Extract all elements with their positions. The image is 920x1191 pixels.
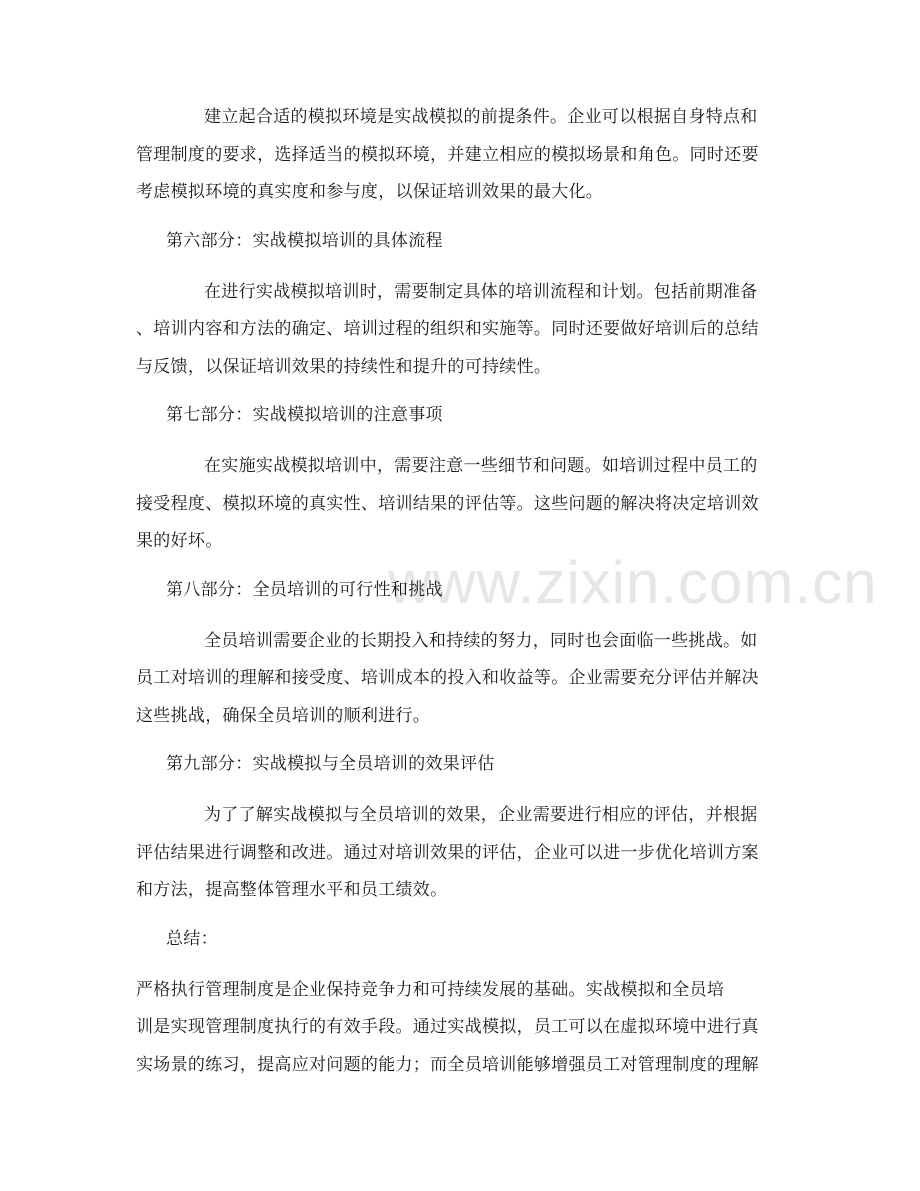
section-heading: 第七部分：实战模拟培训的注意事项 [166, 405, 443, 425]
paragraph-line: 训是实现管理制度执行的有效手段。通过实战模拟，员工可以在虚拟环境中进行真 [136, 1017, 759, 1037]
paragraph-line: 评估结果进行调整和改进。通过对培训效果的评估，企业可以进一步优化培训方案 [136, 843, 759, 863]
summary-heading: 总结： [166, 929, 218, 949]
paragraph-line: 为了了解实战模拟与全员培训的效果，企业需要进行相应的评估，并根据 [204, 805, 758, 825]
paragraph-line: 这些挑战，确保全员培训的顺利进行。 [136, 706, 431, 726]
paragraph-line: 考虑模拟环境的真实度和参与度，以保证培训效果的最大化。 [136, 182, 604, 202]
paragraph-line: 实场景的练习，提高应对问题的能力；而全员培训能够增强员工对管理制度的理解 [136, 1055, 759, 1075]
paragraph-line: 、培训内容和方法的确定、培训过程的组织和实施等。同时还要做好培训后的总结 [136, 319, 759, 339]
paragraph-line: 全员培训需要企业的长期投入和持续的努力，同时也会面临一些挑战。如 [204, 631, 758, 651]
paragraph-line: 接受程度、模拟环境的真实性、培训结果的评估等。这些问题的解决将决定培训效 [136, 494, 759, 514]
paragraph-line: 在进行实战模拟培训时，需要制定具体的培训流程和计划。包括前期准备 [204, 282, 758, 302]
section-heading: 第六部分：实战模拟培训的具体流程 [166, 231, 443, 251]
paragraph-line: 员工对培训的理解和接受度、培训成本的投入和收益等。企业需要充分评估并解决 [136, 668, 759, 688]
paragraph-line: 严格执行管理制度是企业保持竞争力和可持续发展的基础。实战模拟和全员培 [136, 980, 725, 1000]
paragraph-line: 在实施实战模拟培训中，需要注意一些细节和问题。如培训过程中员工的 [204, 456, 758, 476]
paragraph-line: 与反馈，以保证培训效果的持续性和提升的可持续性。 [136, 357, 552, 377]
paragraph-line: 和方法，提高整体管理水平和员工绩效。 [136, 880, 448, 900]
paragraph-line: 果的好坏。 [136, 531, 223, 551]
paragraph-line: 建立起合适的模拟环境是实战模拟的前提条件。企业可以根据自身特点和 [204, 107, 758, 127]
section-heading: 第八部分：全员培训的可行性和挑战 [166, 580, 443, 600]
section-heading: 第九部分：实战模拟与全员培训的效果评估 [166, 754, 495, 774]
paragraph-line: 管理制度的要求，选择适当的模拟环境，并建立相应的模拟场景和角色。同时还要 [136, 145, 759, 165]
watermark: www.zixin.com.cn [388, 549, 878, 616]
